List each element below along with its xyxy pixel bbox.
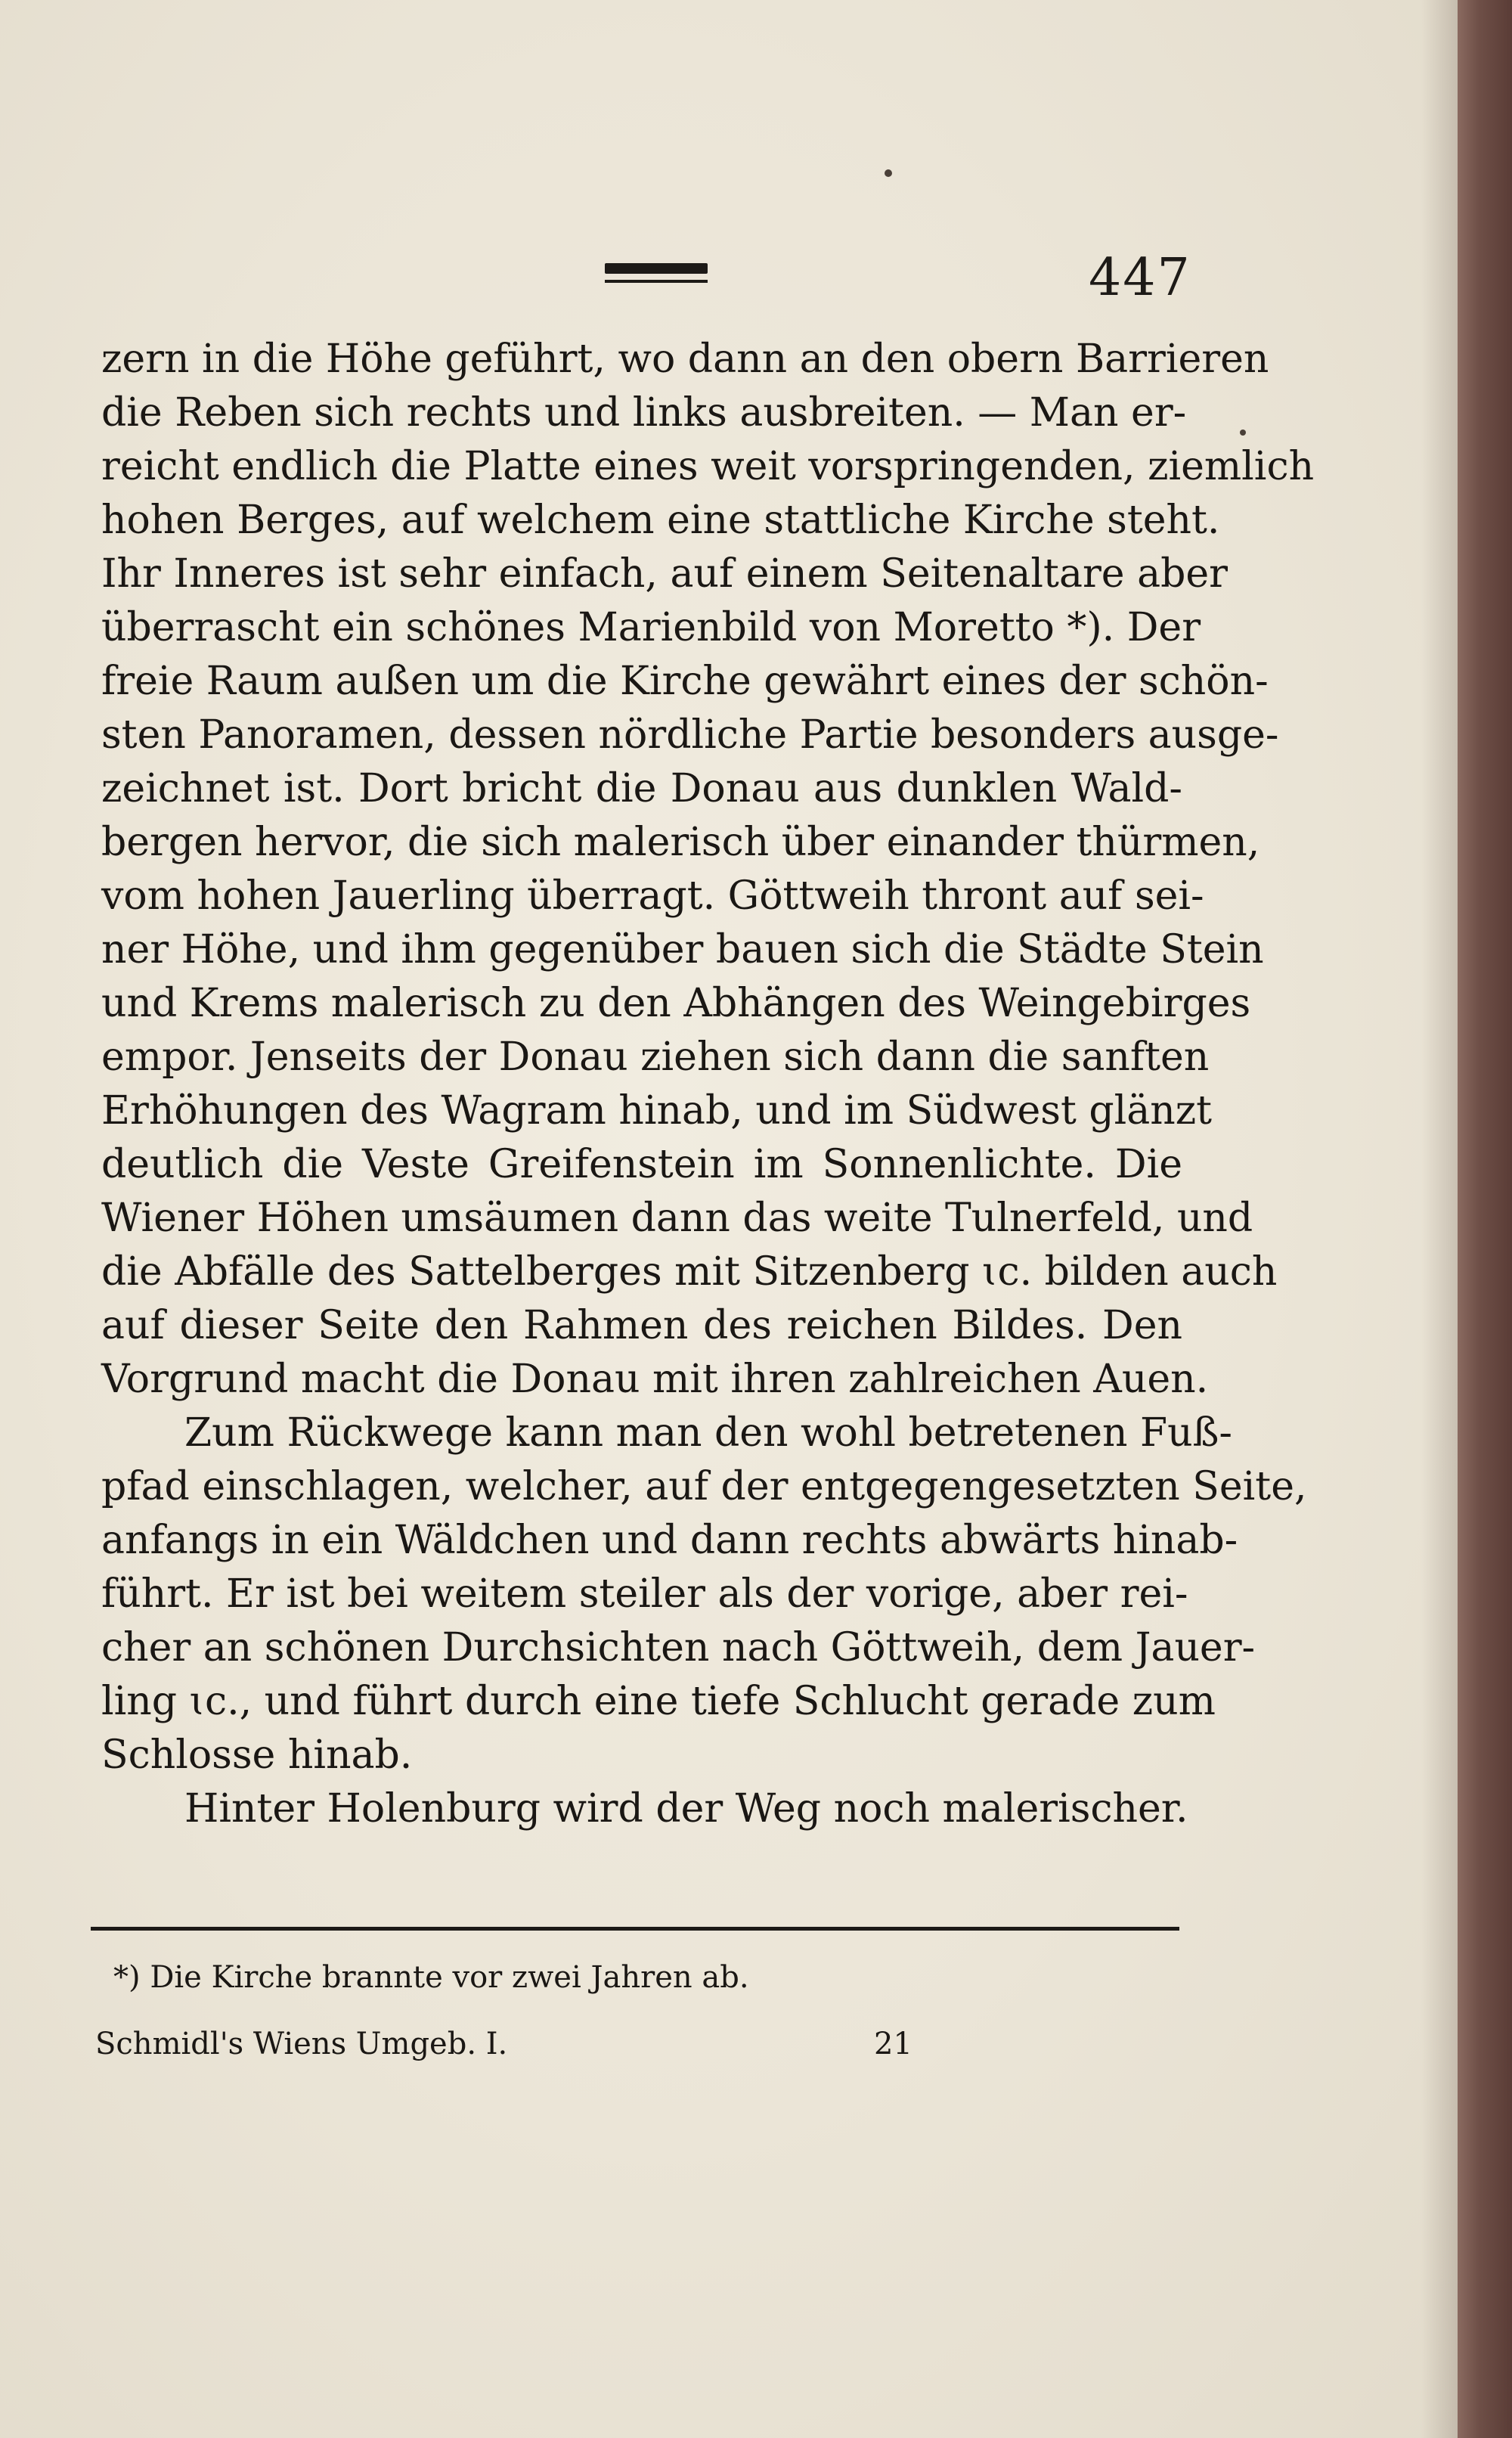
text-line: die Reben sich rechts und links ausbreiten. — Man er- xyxy=(101,390,1187,436)
text-line: zeichnet ist. Dort bricht die Donau aus dunklen Wald- xyxy=(101,766,1182,811)
header-ornament-rule-thin xyxy=(605,280,708,283)
text-line: sten Panoramen, dessen nördliche Partie besonders ausge- xyxy=(101,712,1279,758)
signature-title: Schmidl's Wiens Umgeb. I. xyxy=(95,2027,508,2061)
header-ornament-rule xyxy=(605,263,708,274)
text-line: reicht endlich die Platte eines weit vorspringenden, ziemlich xyxy=(101,444,1315,489)
text-line: bergen hervor, die sich malerisch über einander thürmen, xyxy=(101,820,1260,865)
gutter-shadow xyxy=(1421,0,1458,2438)
text-line: cher an schönen Durchsichten nach Göttweih, dem Jauer- xyxy=(101,1625,1256,1670)
text-line: vom hohen Jauerling überragt. Göttweih thront auf sei- xyxy=(101,873,1204,919)
text-line: führt. Er ist bei weitem steiler als der vorige, aber rei- xyxy=(101,1571,1188,1617)
body-text xyxy=(101,333,1315,1836)
text-line: ner Höhe, und ihm gegenüber bauen sich die Städte Stein xyxy=(101,927,1264,972)
text-line: überrascht ein schönes Marienbild von Moretto *). Der xyxy=(101,605,1201,650)
text-line: ling ɩc., und führt durch eine tiefe Schlucht gerade zum xyxy=(101,1679,1216,1724)
text-line: auf dieser Seite den Rahmen des reichen Bildes. Den xyxy=(101,1303,1182,1348)
text-line: Erhöhungen des Wagram hinab, und im Südwest glänzt xyxy=(101,1088,1213,1134)
footnote-separator xyxy=(91,1927,1179,1931)
text-line: Zum Rückwege kann man den wohl betretenen Fuß- xyxy=(184,1410,1232,1456)
book-cover-edge xyxy=(1458,0,1512,2438)
text-line: Ihr Inneres ist sehr einfach, auf einem Seitenaltare aber xyxy=(101,551,1228,597)
ink-speck xyxy=(885,169,892,177)
text-line: pfad einschlagen, welcher, auf der entgegengesetzten Seite, xyxy=(101,1464,1307,1509)
text-line: Vorgrund macht die Donau mit ihren zahlreichen Auen. xyxy=(101,1357,1209,1402)
text-line: zern in die Höhe geführt, wo dann an den obern Barrieren xyxy=(101,337,1269,382)
text-line: anfangs in ein Wäldchen und dann rechts abwärts hinab- xyxy=(101,1518,1238,1563)
text-line: Schlosse hinab. xyxy=(101,1732,413,1778)
signature-mark: 21 xyxy=(874,2027,912,2061)
text-line: hohen Berges, auf welchem eine stattliche Kirche steht. xyxy=(101,498,1220,543)
text-line: Wiener Höhen umsäumen dann das weite Tulnerfeld, und xyxy=(101,1196,1253,1241)
text-line: die Abfälle des Sattelberges mit Sitzenberg ɩc. bilden auch xyxy=(101,1249,1278,1295)
footnote: *) Die Kirche brannte vor zwei Jahren ab. xyxy=(113,1960,749,1995)
text-line: deutlich die Veste Greifenstein im Sonnenlichte. Die xyxy=(101,1142,1182,1187)
text-line: empor. Jenseits der Donau ziehen sich dann die sanften xyxy=(101,1034,1210,1080)
text-line: und Krems malerisch zu den Abhängen des Weingebirges xyxy=(101,981,1251,1026)
page-number: 447 xyxy=(1089,248,1191,308)
ink-speck xyxy=(1240,430,1246,436)
text-line: freie Raum außen um die Kirche gewährt eines der schön- xyxy=(101,659,1269,704)
text-line: Hinter Holenburg wird der Weg noch malerischer. xyxy=(184,1786,1188,1832)
